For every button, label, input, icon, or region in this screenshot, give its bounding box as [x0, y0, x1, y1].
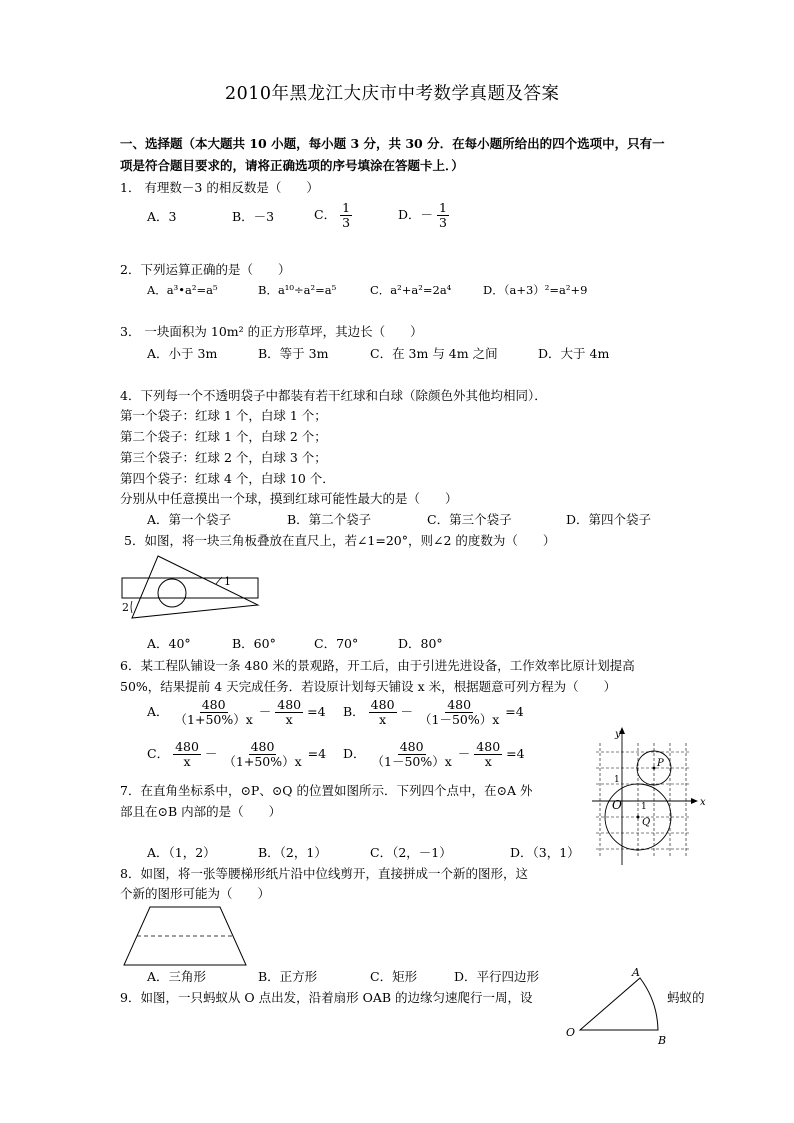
q4-bag4: 第四个袋子：红球 4 个，白球 10 个． — [120, 471, 335, 486]
q1-option-d-prefix: D．－ — [398, 206, 434, 222]
equals-four: =4 — [307, 745, 327, 761]
fraction-denominator: （1+50%）x — [223, 753, 302, 769]
q7-option-c: C．（2，－1） — [370, 845, 452, 860]
fraction-numerator: 480 — [201, 697, 226, 712]
point-p — [653, 767, 656, 770]
fraction-denominator: x — [484, 753, 492, 769]
fraction-numerator: 480 — [277, 697, 302, 712]
q7-option-d: D．（3，1） — [510, 845, 580, 860]
fraction-denominator: 3 — [439, 214, 447, 230]
fraction — [173, 698, 255, 727]
q8-option-c: C．矩形 — [370, 969, 418, 984]
q6-stem-line1: 6．某工程队铺设一条 480 米的景观路，开工后，由于引进先进设备，工作效率比原计划提高 — [120, 658, 635, 673]
fraction — [173, 740, 201, 769]
q1-option-c-prefix: C． — [314, 206, 337, 222]
fraction-numerator: 480 — [476, 739, 501, 754]
q5-figure — [118, 555, 268, 625]
fraction-denominator: x — [379, 711, 387, 727]
page-title: 2010年黑龙江大庆市中考数学真题及答案 — [225, 84, 560, 104]
fraction-numerator: 480 — [447, 697, 472, 712]
fraction-numerator: 480 — [175, 739, 199, 754]
point-a-label: A — [632, 966, 640, 979]
q8-stem-line1: 8．如图，将一张等腰梯形纸片沿中位线剪开，直接拼成一个新的图形，这 — [120, 866, 528, 881]
fraction-denominator: 3 — [342, 214, 351, 230]
q5-option-a: A．40° — [147, 636, 191, 651]
q3-option-d: D．大于 4m — [538, 346, 610, 361]
fraction-numerator: 480 — [399, 739, 424, 754]
q1-option-d-fraction — [437, 201, 449, 230]
minus-sign: － — [400, 703, 414, 719]
point-o-label: O — [566, 1026, 576, 1039]
p-label: P — [657, 758, 664, 769]
q1-option-a: A．3 — [147, 209, 177, 224]
q4-option-d: D．第四个袋子 — [566, 512, 652, 527]
q8-figure — [120, 905, 250, 967]
equals-four: =4 — [505, 703, 524, 719]
q8-option-b: B．正方形 — [258, 969, 318, 984]
q1-option-d — [398, 201, 449, 230]
triangle-hole-circle — [158, 579, 186, 607]
q5-option-c: C．70° — [314, 636, 359, 651]
q1-option-c — [314, 201, 352, 230]
q4-ask: 分别从中任意摸出一个球，摸到红球可能性最大的是（ ） — [120, 491, 458, 506]
trapezoid-shape — [124, 907, 246, 965]
fraction — [474, 740, 502, 769]
q4-option-a: A．第一个袋子 — [147, 512, 232, 527]
q7-option-a: A．（1，2） — [147, 845, 216, 860]
q5-stem: 5．如图，将一块三角板叠放在直尺上，若∠1=20°，则∠2 的度数为（ ） — [124, 533, 556, 548]
q6-stem-line2: 50%，结果提前 4 天完成任务．若设原计划每天铺设 x 米，根据题意可列方程为（ ） — [120, 679, 617, 694]
x-axis-arrow — [691, 798, 698, 804]
x-axis-label: x — [700, 797, 706, 808]
angle1-label: 1 — [224, 575, 231, 588]
fraction-denominator: x — [285, 711, 293, 727]
fraction — [221, 740, 303, 769]
origin-label: O — [612, 798, 622, 812]
q9-stem-tail: 蚂蚁的 — [667, 990, 705, 1005]
q6-option-c — [147, 740, 326, 769]
y-tick-1: 1 — [614, 775, 620, 785]
fraction-numerator: 1 — [439, 200, 447, 215]
q8-option-a: A．三角形 — [147, 969, 207, 984]
y-axis-label: y — [615, 729, 621, 740]
angle2-arc — [131, 601, 132, 613]
q7-option-b: B．（2，1） — [258, 845, 327, 860]
q4-option-c: C．第三个袋子 — [427, 512, 512, 527]
q6-option-a — [147, 698, 326, 727]
fraction-denominator: （1－50%）x — [371, 753, 452, 769]
minus-sign: － — [258, 703, 272, 719]
q6-option-d — [343, 740, 525, 769]
fraction-denominator: x — [183, 753, 191, 769]
q7-stem-line2: 部且在⊙B 内部的是（ ） — [120, 804, 282, 819]
equals-four: =4 — [506, 745, 525, 761]
q5-option-b: B．60° — [232, 636, 276, 651]
fraction-denominator: （1+50%）x — [174, 711, 253, 727]
sector-oab — [580, 978, 658, 1030]
q4-bag3: 第三个袋子：红球 2 个，白球 3 个； — [120, 450, 327, 465]
q1-option-c-fraction — [340, 201, 352, 230]
point-b-label: B — [658, 1034, 667, 1047]
q3-option-b: B．等于 3m — [258, 346, 329, 361]
triangle-shape — [132, 556, 258, 618]
equals-four: =4 — [307, 703, 326, 719]
q2-option-d: D．（a+3）²=a²+9 — [483, 283, 588, 297]
q2-stem: 2．下列运算正确的是（ ） — [120, 262, 291, 277]
fraction — [369, 698, 397, 727]
q8-stem-line2: 个新的图形可能为（ ） — [120, 886, 271, 901]
q4-stem: 4．下列每一个不透明袋子中都装有若干红球和白球（除颜色外其他均相同）． — [120, 388, 547, 403]
q1-option-b: B．－3 — [232, 209, 275, 224]
section-heading-line1: 一、选择题（本大题共 10 小题，每小题 3 分，共 30 分．在每小题所给出的四个选项中，只有一 — [120, 136, 665, 151]
q8-option-d: D．平行四边形 — [454, 969, 540, 984]
fraction-numerator: 480 — [250, 739, 275, 754]
q6-option-b — [343, 698, 524, 727]
q-label: Q — [642, 817, 651, 828]
q4-bag2: 第二个袋子：红球 1 个，白球 2 个； — [120, 429, 327, 444]
q2-option-c: C．a²+a²=2a⁴ — [370, 283, 452, 297]
fraction-numerator: 1 — [342, 200, 351, 215]
q7-stem-line1: 7．在直角坐标系中，⊙P、⊙Q 的位置如图所示．下列四个点中，在⊙A 外 — [120, 783, 533, 798]
q9-figure — [562, 962, 682, 1048]
q3-option-c: C．在 3m 与 4m 之间 — [370, 346, 498, 361]
fraction-numerator: 480 — [370, 697, 395, 712]
q3-stem: 3． 一块面积为 10m² 的正方形草坪，其边长（ ） — [120, 324, 423, 339]
angle2-label: 2 — [122, 601, 129, 614]
option-prefix: D． — [343, 745, 366, 761]
point-q — [637, 816, 640, 819]
fraction — [370, 740, 454, 769]
x-tick-1: 1 — [641, 802, 647, 812]
fraction — [417, 698, 501, 727]
q3-option-a: A．小于 3m — [147, 346, 218, 361]
fraction-denominator: （1－50%）x — [419, 711, 500, 727]
q2-option-b: B．a¹⁰÷a²=a⁵ — [258, 283, 337, 297]
q2-option-a: A．a³•a²=a⁵ — [147, 283, 218, 297]
q7-figure — [590, 725, 710, 870]
minus-sign: － — [457, 745, 471, 761]
q1-stem: 1． 有理数－3 的相反数是（ ） — [120, 180, 319, 195]
q5-option-d: D．80° — [398, 636, 443, 651]
section-heading-line2: 项是符合题目要求的，请将正确选项的序号填涂在答题卡上．） — [120, 158, 464, 173]
option-prefix: B． — [343, 703, 365, 719]
q9-stem: 9．如图，一只蚂蚁从 O 点出发，沿着扇形 OAB 的边缘匀速爬行一周，设 — [120, 990, 533, 1005]
fraction — [275, 698, 303, 727]
q4-option-b: B．第二个袋子 — [287, 512, 372, 527]
option-prefix: C． — [147, 745, 170, 761]
q4-bag1: 第一个袋子：红球 1 个，白球 1 个； — [120, 408, 327, 423]
option-prefix: A． — [147, 703, 169, 719]
minus-sign: － — [204, 745, 218, 761]
